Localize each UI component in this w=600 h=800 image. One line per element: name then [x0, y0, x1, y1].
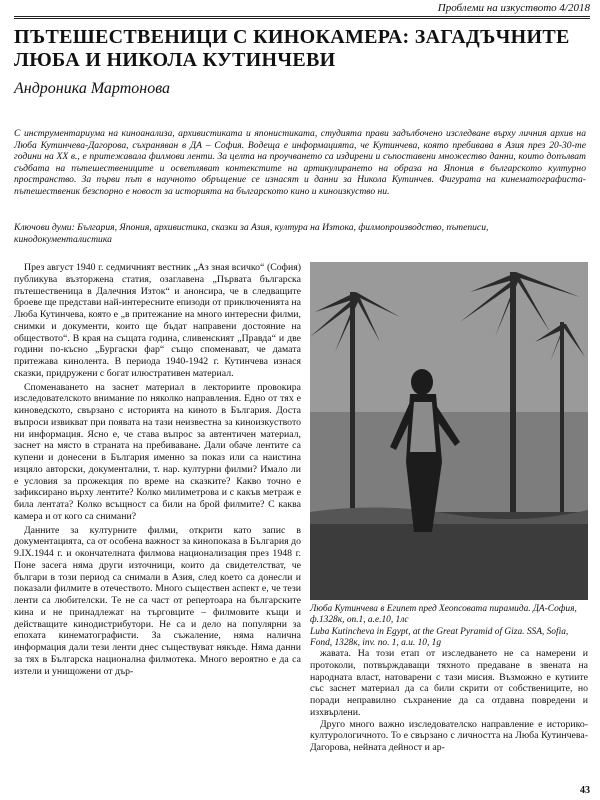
abstract: С инструментариума на киноанализа, архивистиката и японистиката, студията прави задълбочено изследване върху личния архив на Люба Кутинчева-Дагорова, съхраняван в ДА – София. Водеща е информацията, че Кутинчева, която пребивава в Азия през 20-30-те години на XX в., е притежавала филмови ленти. За целта на проучването са издирени и съпоставени множество данни, които допълват съдбата на пътешествениците и осветляват контекстите на артикулирането на образа на Япония в българското културно пространство. За първи път в научното обръщение се изнасят и данни за Никола Кутинчев. Фигурата на кинематографиста-пътешественик безспорно е новост за историята на българското кино и киноизкуство ни. — [14, 128, 586, 197]
caption-en: Luba Kutincheva in Egypt, at the Great Pyramid of Giza. SSA, Sofia, Fond, 1328к, inv. no. 1, a.u. 10, 1g — [310, 626, 569, 648]
author-name: Андроника Мартонова — [14, 80, 171, 97]
body-column-right — [310, 648, 588, 796]
page-number: 43 — [580, 785, 590, 796]
photo-kutincheva-egypt — [310, 262, 588, 600]
body-paragraph: Данните за културните филми, открити като запис в документацията, са от особена важност за кинопоказа в България до 9.IX.1944 г. и окончателната филмова национализация през 1948 г. Поне засега няма други източници, които да свидетелстват, че българи в този период са снимали в Азия, след което са донесли и показали филмите в отечеството. Много съществен аспект е, че тези ленти са любителски. Те не са част от репертоара на българските кина и не принадлежат на търговците – филмовите къщи и действащите кинодистрибутори. Не са и дело на популярни за епохата кинематографисти. За съжаление, няма налична информация дали тези ленти днес съществуват някъде. Няма данни за тях в Българска национална филмотека. Много вероятно е да са изтели и унищожени от дър- — [14, 524, 301, 677]
keywords: Ключови думи: България, Япония, архивистика, сказки за Азия, култура на Изтока, филмопроизводство, пътеписи, кинодокументалистика — [14, 222, 489, 245]
caption-bg: Люба Кутинчева в Египет пред Хеопсовата пирамида. ДА-София, ф.1328к, оп.1, а.е.10, 1лс — [310, 604, 577, 626]
body-column-left — [14, 262, 301, 794]
photo-caption — [310, 604, 588, 649]
body-paragraph: Споменаването на заснет материал в лекториите провокира изследователското внимание по няколко направления. Едно от тях е киноведското, свързано с историята на киното в България. Доста въпроси извикват при появата на тази неизвестна за киноизкуството ни информация. Ясно е, че става въпрос за автентичен материал, заснет на място в страната на пребиваване. Дали обаче лентите са купени и донесени в България именно за показ или са наистина изцяло авторски, документални, т. нар. културни филми? Имало ли е условия за прожекция по време на сказките? Какво точно е зафиксирано върху лентите? Колко милиметрова и с какъв метраж е била лентата? Колко всъщност са били на брой филмите? С каква камера и от кого са снимани? — [14, 381, 301, 522]
article-title: ПЪТЕШЕСТВЕНИЦИ С КИНОКАМЕРА: ЗАГАДЪЧНИТЕ ЛЮБА И НИКОЛА КУТИНЧЕВИ — [14, 26, 570, 71]
body-paragraph: Друго много важно изследователско направление е историко-културологичното. То е свързано с личността на Люба Кутинчева-Дагорова, нейната дейност и ар- — [310, 718, 588, 753]
running-head — [14, 2, 590, 19]
running-head-text: Проблеми на изкуството 4/2018 — [437, 2, 590, 14]
photo-image — [310, 262, 588, 600]
body-paragraph: През август 1940 г. седмичният вестник „Аз зная всичко“ (София) публикува възторжена статия, озаглавена „Първата българска пътешественица в Далечния Изток“ и анонсира, че в следващите броеве ще представи най-интересните епизоди от приключенията на Люба Кутинчева, която е „в притежание на много интересни филми, снимки и документи, които ще бъдат направени достояние на обществото“. В края на същата година, сливенският „Правда“ и две години по-късно „Бургаски фар“ също споменават, че дамата притежава кинолента. В периода 1940-1942 г. Кутинчева изнася сказки, придружени с богат илюстративен материал. — [14, 262, 301, 379]
body-paragraph: жавата. На този етап от изследването не са намерени и протоколи, потвърждаващи тяхното предаване в звената на народната власт, натоварени с тази мисия. Възможно е кутиите със заснет материал да са били скрити от собствениците, но поради неправилно съхранение да са отдавна повредени и изхвърлени. — [310, 648, 588, 718]
